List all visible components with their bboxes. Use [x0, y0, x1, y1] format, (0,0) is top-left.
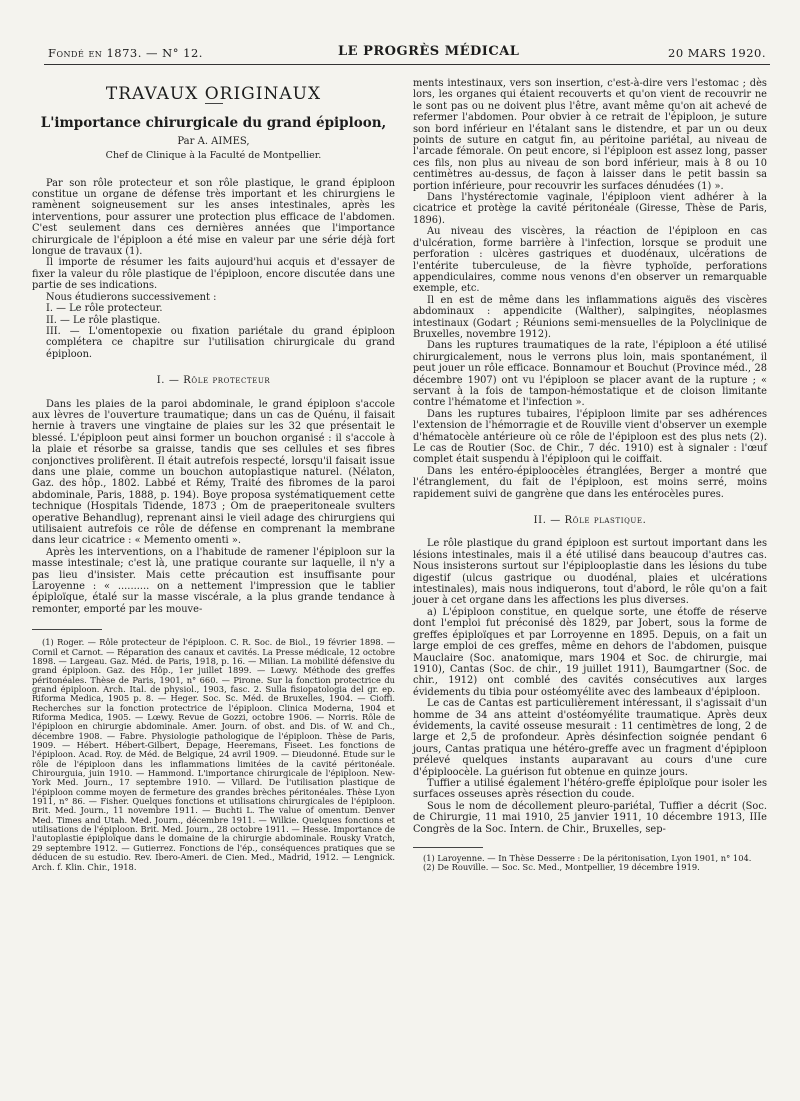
footnote-rule — [413, 847, 483, 848]
outline-list — [32, 303, 395, 360]
intro-paragraph: Par son rôle protecteur et son rôle plastique, le grand épiploon constitue un organe de défense très important et les chirurgiens le ramènent soigneusement sur les anses intestinales, après les interventions, pour assurer une protection plus efficace de l'abdomen. C'est seulement dans ces dernières années que l'importance chirurgicale de l'épiploon a été mise en valeur par une série déjà fort longue de travaux (1). — [32, 177, 395, 258]
intro-paragraph: Nous étudierons successivement : — [46, 291, 217, 303]
footnote-rule — [32, 629, 102, 630]
left-column — [32, 76, 395, 872]
header-journal-title: LE PROGRÈS MÉDICAL — [338, 44, 520, 59]
subsection-heading-plastique: II. — Rôle plastique. — [533, 515, 647, 527]
header-founded: Fondé en 1873. — N° 12. — [48, 46, 203, 60]
outline-item: I. — Le rôle protecteur. — [46, 303, 163, 315]
body-paragraph: Après les interventions, on a l'habitude de ramener l'épiploon sur la masse intestinale; c'est là, une pratique courante sur laquelle, il n'y a pas lieu d'insister. Mais cette précaution est insuffisante pour Laroyenne : « .......... on a nettement l'impression que le tablier épiploïque, étalé sur la masse viscérale, a la plus grande tendance à remonter, emporté par les mouve- — [32, 546, 395, 615]
article-title: L'importance chirurgicale du grand épiploon, — [40, 115, 387, 132]
body-paragraph: Dans les ruptures traumatiques de la rate, l'épiploon a été utilisé chirurgicalement, nous le verrons plus loin, mais spontanément, il peut jouer un rôle efficace. Bonnamour et Bouchut (Province méd., 28 décembre 1907) ont vu l'épiploon se placer avant de la rupture ; « servant à la fois de tampon-hémostatique et de cloison limitante contre l'hématome et l'infection ». — [413, 340, 767, 409]
body-paragraph: Il en est de même dans les inflammations aiguës des viscères abdominaux : appendicite (Walther), salpingites, néoplasmes intestinaux (Godart ; Réunions semi-mensuelles de la Polyclinique de Bruxelles, novembre 1912). — [413, 294, 767, 340]
body-paragraph: Dans les plaies de la paroi abdominale, le grand épiploon s'accole aux lèvres de l'ouverture traumatique; dans un cas de Quénu, il faisait hernie à travers une vingtaine de plaies sur les 32 que présentait le blessé. L'épiploon peut ainsi former un bouchon organisé : il s'accole à la plaie et résorbe sa graisse, tandis que ses cellules et ses fibres conjonctives prolifèrent. Il était autrefois respecté, lorsqu'il faisait issue dans une plaie, comme un bouchon autoplastique naturel. (Nélaton, Gaz. des hôp., 1802. Labbé et Rémy, Traité des fibromes de la paroi abdominale, Paris, 1888, p. 194). Boye proposa systématiquement cette technique (Hospitals Tidende, 1873 ; Om de praeperitoneale svulters operative Behandlug), reprenant ainsi le vieil adage des chirurgiens qui utilisaient autrefois ce rôle de défense en comprenant la membrane dans leur cicatrice : « Memento omenti ». — [32, 398, 395, 547]
footnote: (1) Laroyenne. — In Thèse Desserre : De la péritonisation, Lyon 1901, n° 104. — [423, 853, 752, 863]
intro-paragraph: Il importe de résumer les faits aujourd'hui acquis et d'essayer de fixer la valeur du rôle plastique de l'épiploon, encore discutée dans une partie de ses indications. — [32, 257, 395, 292]
footnotes-right — [413, 854, 767, 873]
body-paragraph: Dans l'hystérectomie vaginale, l'épiploon vient adhérer à la cicatrice et protège la cavité péritonéale (Giresse, Thèse de Paris, 1896). — [413, 192, 767, 226]
footnote: (2) De Rouville. — Soc. Sc. Med., Montpellier, 19 décembre 1919. — [423, 862, 700, 873]
outline-item: II. — Le rôle plastique. — [46, 314, 161, 326]
body-paragraph: Au niveau des viscères, la réaction de l'épiploon en cas d'ulcération, forme barrière à l'infection, lorsque se produit une perforation : ulcères gastriques et duodénaux, ulcérations de l'entérite tuberculeuse, de la fièvre typhoïde, perforations appendiculaires, comme nous venons d'en observer un remarquable exemple, etc. — [413, 226, 767, 295]
header-date: 20 MARS 1920. — [668, 46, 766, 60]
right-column — [413, 78, 767, 873]
body-paragraph: Le rôle plastique du grand épiploon est surtout important dans les lésions intestinales, mais il a été utilisé dans beaucoup d'autres cas. Nous insisterons surtout sur l'épiplooplastie dans les lésions du tube digestif (ulcus gastrique ou duodénal, plaies et ulcérations intestinales), mais nous indiquerons, tout d'abord, le rôle qu'on a fait jouer à cet organe dans les affections les plus diverses. — [413, 538, 767, 607]
footnote: (1) Roger. — Rôle protecteur de l'épiploon. C. R. Soc. de Biol., 19 février 1898. — Cornil et Carnot. — Réparation des canaux et cavités. La Presse médicale, 12 octobre 1898. — Largeau. Gaz. Méd. de Paris, 1918, p. 16. — Milian. La mobilité défensive du grand épiploon. Gaz. des Hôp., 1er juillet 1899. — Lœwy. Méthode des greffes péritonéales. Thèse de Paris, 1901, n° 660. — Pirone. Sur la fonction protectrice du grand épiploon. Arch. Ital. de physiol., 1903, fasc. 2. Sulla fisiopatologia del gr. ep. Riforma Medica, 1905 p. 8. — Heger. Soc. Sc. Méd. de Bruxelles, 1904. — Cioffi. Recherches sur la fonction protectrice de l'épiploon. Clinica Moderna, 1904 et Riforma Medica, 1905. — Lœwy. Revue de Gozzi, octobre 1906. — Norris. Rôle de l'épiploon en chirurgie abdominale. Amer. Journ. of obst. and Dis. of W. and Ch., décembre 1908. — Fabre. Physiologie pathologique de l'épiploon. Thèse de Paris, 1909. — Hébert. Hébert-Gilbert, Depage, Heeremans, Fiseet. Les fonctions de l'épiploon. Acad. Roy. de Méd. de Belgique, 24 avril 1909. — Dieudonné. Étude sur le rôle de l'épiploon dans les inflammations limitées de la cavité péritonéale. Chirourguia, juin 1910. — Hammond. L'importance chirurgicale de l'épiploon. New-York Med. Journ., 17 septembre 1910. — Villard. De l'utilisation plastique de l'épiploon comme moyen de fermeture des grandes brèches péritonéales. Thèse Lyon 1911, n° 86. — Fisher. Quelques fonctions et utilisations chirurgicales de l'épiploon. Brit. Med. Journ., 11 novembre 1911. — Buchti L. The value of omentum. Denver Med. Times and Utah. Med. Journ., décembre 1911. — Wilkie. Quelques fonctions et utilisations de l'épiploon. Brit. Med. Journ., 28 octobre 1911. — Hesse. Importance de l'autoplastie épiploïque dans le domaine de la chirurgie abdominale. Rousky Vratch, 29 septembre 1912. — Gutierrez. Fonctions de l'ép., conséquences pratiques que se déducen de su estudio. Rev. Ibero-Ameri. de Cien. Med., Madrid, 1912. — Lengnick. Arch. f. Klin. Chir., 1918. — [32, 637, 395, 872]
author-affiliation: Chef de Clinique à la Faculté de Montpellier. — [105, 150, 322, 162]
body-paragraph: ments intestinaux, vers son insertion, c'est-à-dire vers l'estomac ; dès lors, les organes qui étaient recouverts et qu'on vient de recouvrir ne le sont pas ou ne doivent plus l'être, avant même qu'on ait achevé de refermer l'abdomen. Pour obvier à ce retrait de l'épiploon, je suture son bord inférieur en l'étalant sans le distendre, et par un ou deux points de suture en catgut fin, au péritoine pariétal, au niveau de l'arcade fémorale. On peut encore, si l'épiploon est assez long, passer ces fils, non plus au niveau de son bord inférieur, mais à 8 ou 10 centimètres au-dessus, de façon à laisser dans le petit bassin sa portion inférieure, pour recouvrir les surfaces dénudées (1) ». — [413, 78, 767, 192]
article-author: Par A. AIMES, — [177, 135, 250, 147]
section-title: TRAVAUX ORIGINAUX — [105, 84, 322, 104]
body-paragraph: Dans les ruptures tubaires, l'épiploon limite par ses adhérences l'extension de l'hémorragie et de Rouville vient d'observer un exemple d'hématocèle antérieure où ce rôle de l'épiploon est des plus nets (2). Le cas de Routier (Soc. de Chir., 7 déc. 1910) est à signaler : l'œuf complet était suspendu à l'épiploon qui le coiffait. — [413, 408, 767, 466]
body-paragraph: a) L'épiploon constitue, en quelque sorte, une étoffe de réserve dont l'emploi fut préconisé dès 1829, par Jobert, sous la forme de greffes épiploïques et par Lorroyenne en 1895. Depuis, on a fait un large emploi de ces greffes, même en dehors de l'abdomen, puisque Mauclaire (Soc. anatomique, mars 1904 et Soc. de chirurgie, mai 1910), Cantas (Soc. de chir., 19 juillet 1911), Baumgartner (Soc. de chir., 1912) ont comblé des cavités consécutives aux larges évidements du tibia pour ostéomyélite avec des lambeaux d'épiploon. — [413, 606, 767, 698]
subsection-heading-protecteur: I. — Rôle protecteur — [156, 375, 271, 387]
body-paragraph: Sous le nom de décollement pleuro-pariétal, Tuffier a décrit (Soc. de Chirurgie, 11 mai 1910, 25 janvier 1911, 10 décembre 1913, IIIe Congrès de la Soc. Intern. de Chir., Bruxelles, sep- — [413, 800, 767, 835]
footnotes-left — [32, 638, 395, 872]
body-paragraph: Le cas de Cantas est particulièrement intéressant, il s'agissait d'un homme de 34 ans atteint d'ostéomyélite traumatique. Après deux évidements, la cavité osseuse mesurait : 11 centimètres de long, 2 de large et 2,5 de profondeur. Après désinfection soignée pendant 6 jours, Cantas pratiqua une hétéro-greffe avec un fragment d'épiploon prélevé quelques instants auparavant au cours d'une cure d'épiploocèle. La guérison fut obtenue en quinze jours. — [413, 698, 767, 778]
body-paragraph: Dans les entéro-épiploocèles étranglées, Berger a montré que l'étranglement, du fait de l'épiploon, est moins serré, moins rapidement suivi de gangrène que dans les entérocèles pures. — [413, 465, 767, 500]
running-header — [48, 40, 766, 66]
body-paragraph: Tuffier a utilisé également l'hétéro-greffe épiploïque pour isoler les surfaces osseuses après résection du coude. — [413, 777, 767, 801]
outline-item: III. — L'omentopexie ou fixation pariétale du grand épiploon complétera ce chapitre sur l'utilisation chirurgicale du grand épiploon. — [46, 325, 395, 360]
header-rule — [44, 64, 770, 65]
